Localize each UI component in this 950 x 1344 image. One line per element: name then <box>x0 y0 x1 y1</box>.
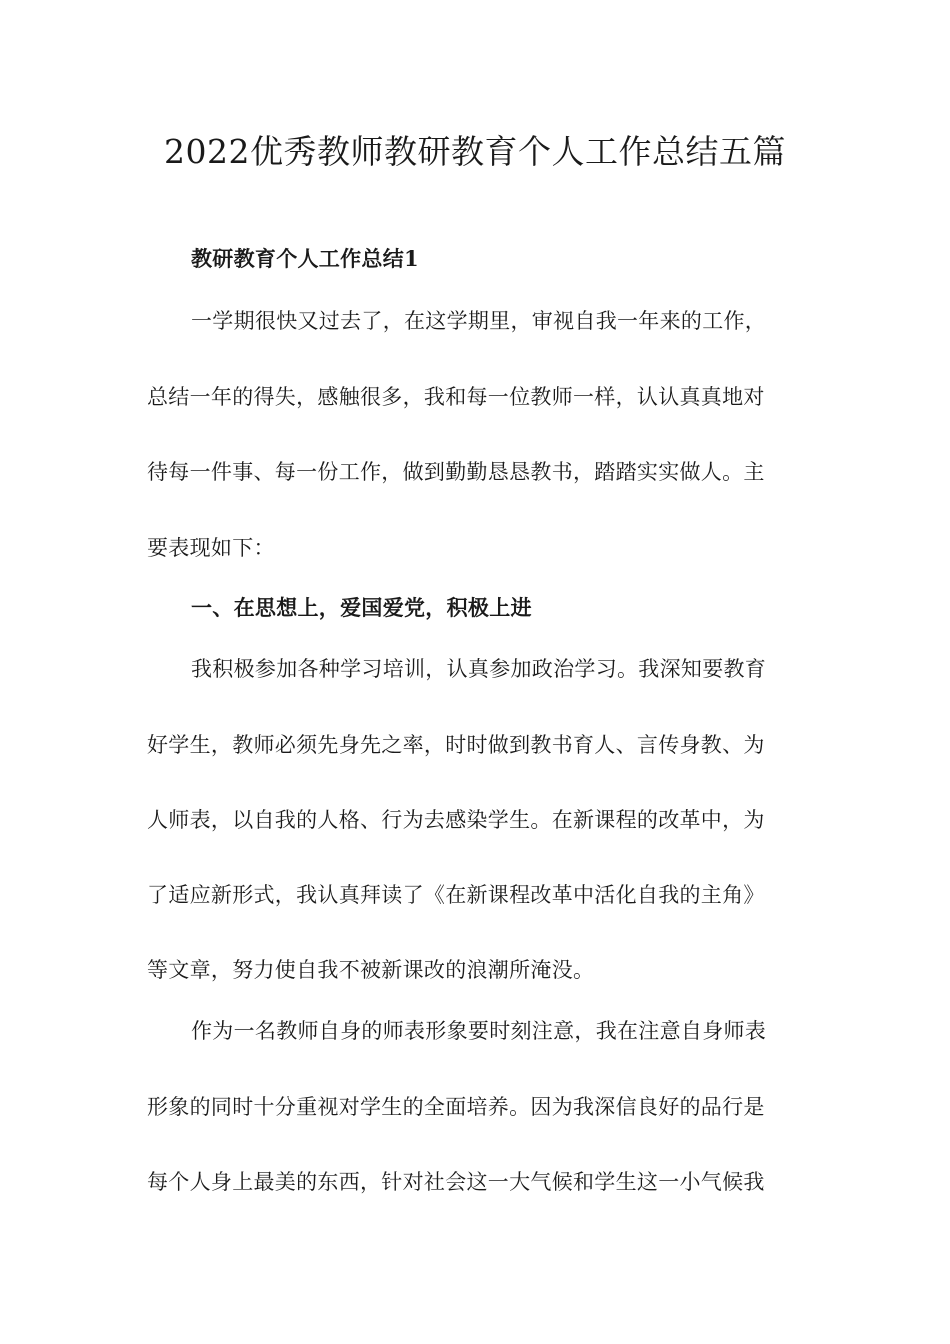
paragraph1-line3: 待每一件事、每一份工作，做到勤勤恳恳教书，踏踏实实做人。主 <box>147 460 765 484</box>
paragraph1-line2: 总结一年的得失，感触很多，我和每一位教师一样，认认真真地对 <box>147 385 765 409</box>
paragraph2-line2: 好学生，教师必须先身先之率，时时做到教书育人、言传身教、为 <box>147 733 765 757</box>
paragraph2-line4: 了适应新形式，我认真拜读了《在新课程改革中活化自我的主角》 <box>147 883 765 907</box>
paragraph2-line5: 等文章，努力使自我不被新课改的浪潮所淹没。 <box>147 958 595 982</box>
paragraph3-line2: 形象的同时十分重视对学生的全面培养。因为我深信良好的品行是 <box>147 1095 765 1119</box>
paragraph2-line1: 我积极参加各种学习培训，认真参加政治学习。我深知要教育 <box>191 657 767 681</box>
paragraph1-line1: 一学期很快又过去了，在这学期里，审视自我一年来的工作， <box>191 309 767 333</box>
paragraph3-line1: 作为一名教师自身的师表形象要时刻注意，我在注意自身师表 <box>191 1019 767 1043</box>
document-title: 2022优秀教师教研教育个人工作总结五篇 <box>164 132 786 171</box>
section-heading: 教研教育个人工作总结1 <box>191 246 419 271</box>
paragraph1-line4: 要表现如下： <box>147 536 275 560</box>
paragraph3-line3: 每个人身上最美的东西，针对社会这一大气候和学生这一小气候我 <box>147 1170 765 1194</box>
paragraph2-line3: 人师表，以自我的人格、行为去感染学生。在新课程的改革中，为 <box>147 808 765 832</box>
subheading-ideology: 一、在思想上，爱国爱党，积极上进 <box>191 595 532 620</box>
